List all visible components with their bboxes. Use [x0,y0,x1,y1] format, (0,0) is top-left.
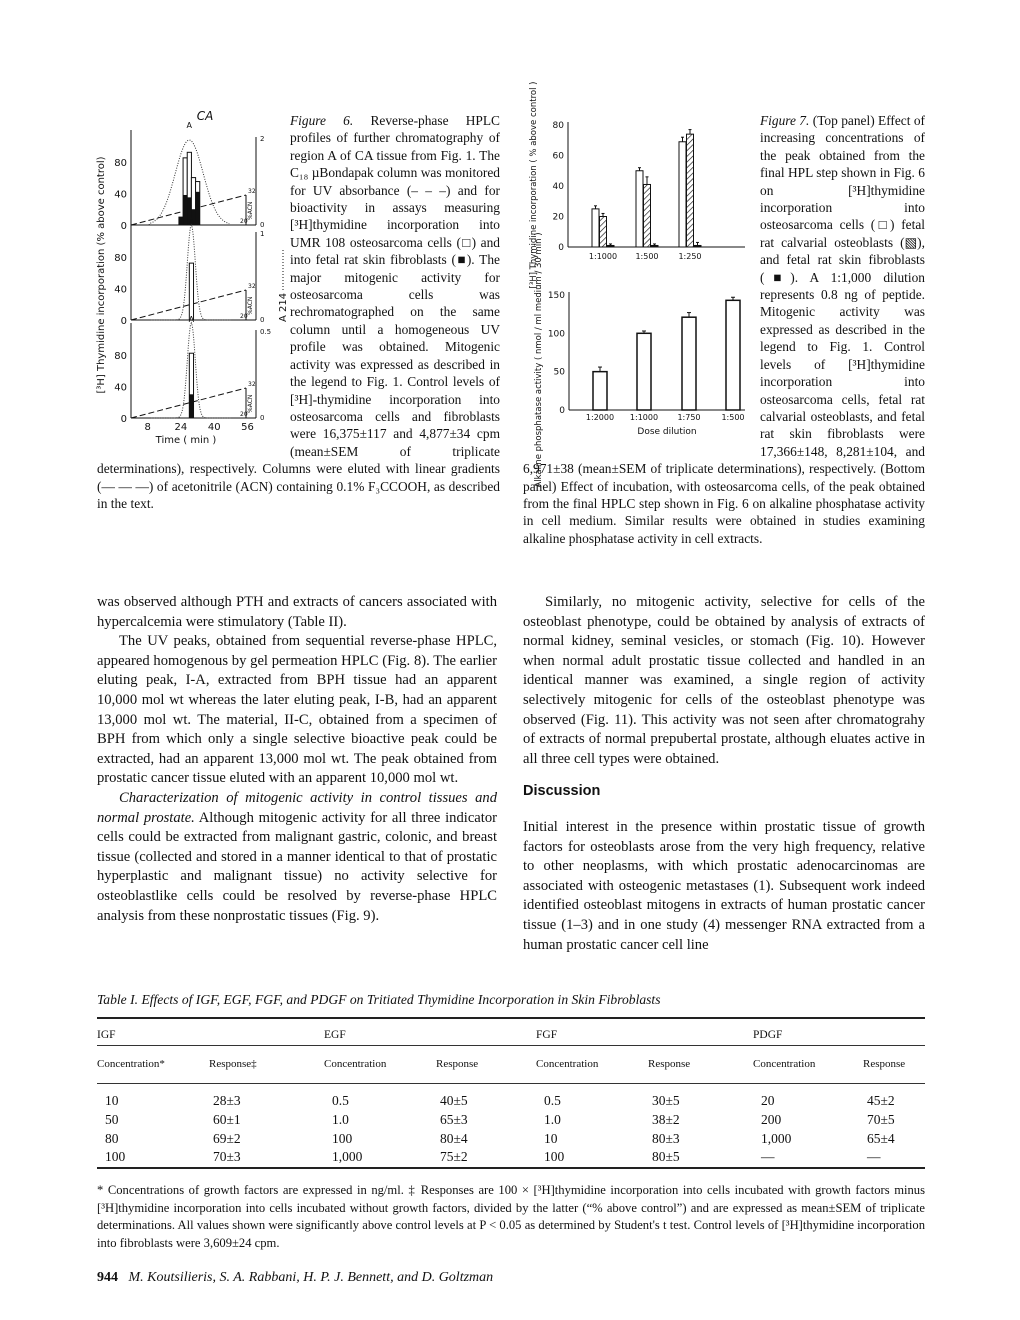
x-tick-label: 1:1000 [629,413,659,422]
table-cell: 38±2 [652,1112,680,1128]
y-axis-label: Alkaline phosphatase activity ( nmol / ml medium / 30 min ) [534,232,544,488]
page-number: 944 [97,1270,118,1285]
a214-zero-label: 0 [260,414,265,422]
column-header: Concentration [536,1045,648,1083]
a214-zero-label: 0 [260,221,265,229]
peak-label: A [188,217,195,226]
y-tick-label: 20 [552,212,564,223]
column-header: Concentration* [97,1045,209,1083]
table-cell: 30±5 [652,1093,680,1109]
y-tick-label: 60 [552,151,564,162]
table-cell: 10 [105,1093,119,1109]
x-tick-label: 1:250 [678,252,702,261]
peak-label: A [188,315,195,324]
table-cell: 10 [544,1130,558,1146]
y-tick-label: 0 [120,316,127,327]
figure6-label: Figure 6. [290,113,354,128]
table-cell: — [867,1149,881,1165]
table-cell: 100 [105,1149,126,1165]
y-tick-label: 150 [547,290,565,301]
y-tick-label: 100 [547,329,565,340]
acn-max-label: 32 [248,283,256,290]
y-tick-label: 80 [114,252,127,264]
table-row [97,1111,925,1130]
acn-axis-label: %ACN [247,201,254,220]
y-tick-label: 80 [114,350,127,362]
y-axis-label: [³H] Thymidine incorporation (% above control) [96,156,107,394]
column-header: Concentration [753,1045,863,1083]
acn-min-label: 20 [240,218,248,225]
right-column-text [523,593,925,769]
column-header: Concentration [324,1045,436,1083]
table-cell: 28±3 [213,1093,241,1109]
y-tick-label: 0 [558,243,564,253]
acn-min-label: 20 [240,313,248,320]
paragraph: was observed although PTH and extracts of cancers associated with hypercalcemia were stimulatory (Table II). [97,594,497,630]
paragraph-text: Although mitogenic activity for all three indicator cells could be extracted from malignant gastric, colonic, and breast tissue (collected and stored in a manner identical to that of prostatic hyperplastic and malignant tissue) no activity selective for osteoblastlike cells could be resolved by reverse-phase HPLC analysis from these nonprostatic tissues (Fig. 9). [97,809,498,924]
table-row [97,1083,925,1111]
y-tick-label: 80 [114,157,127,169]
table-cell: 1,000 [761,1130,792,1146]
y-tick-label: 80 [552,121,564,131]
x-tick-label: 24 [174,422,188,433]
peak-label: A [186,121,192,130]
table-cell: 69±2 [213,1130,241,1146]
authors: M. Koutsilieris, S. A. Rabbani, H. P. J. Bennett, and D. Goltzman [128,1270,494,1285]
x-axis-label: Dose dilution [637,427,697,437]
figure6-caption-text: Reverse-phase HPLC profiles of further chromatography of region A of CA tissue from Fig. 1. The C₁₈ µBondapak column was monitored for UV absorbance (– – –) and for bioactivity in assays measuring [³H]thymidine incorporation into UMR 108 osteosarcoma cells (□) and into fetal rat skin fibroblasts (■). The major mitogenic activity for osteosarcoma cells was rechromatographed on the same column until a homogeneous UV profile was obtained. Mitogenic activity was expressed as described in the legend to Fig. 1. Control levels of [³H]-thymidine incorporation into osteosarcoma cells and fibroblasts were 16,375±117 and 4,877±34 cpm (mean±SEM of triplicate determinations), respectively. Columns were eluted with linear gradients (— — —) of acetonitrile (ACN) containing 0.1% F₃CCOOH, as described in the text. [97,113,500,511]
x-tick-label: 1:500 [721,413,745,422]
table-cell: 1.0 [332,1112,349,1128]
acn-axis-label: %ACN [247,394,254,413]
x-tick-label: 40 [207,422,221,433]
table-cell: 200 [761,1112,782,1128]
group-fgf: FGF [536,1029,558,1042]
table-row [97,1130,925,1149]
acn-axis-label: %ACN [247,296,254,315]
paragraph: Similarly, no mitogenic activity, selective for cells of the osteoblast phenotype, could be obtained by analysis of extracts of normal kidney, seminal vesicles, or stomach (Fig. 10). However when normal adult prostatic tissue collected and handled in an identical manner was examined, a single region of activity selectively mitogenic for cells of the osteoblast phenotype was observed (Fig. 11). This activity was not seen after chromatograhy of extracts of normal prepubertal prostate, although eluates active in all three cell types were obtained. [523,594,925,767]
table-cell: 65±3 [440,1112,468,1128]
page-footer [97,1270,493,1286]
table-cell: 100 [332,1130,353,1146]
x-axis-label: Time ( min ) [155,435,217,446]
subheading: Characterization of mitogenic activity in control tissues and normal prostate. [97,789,497,826]
table-cell: 70±3 [213,1149,241,1165]
x-tick-label: 1:1000 [588,252,618,261]
table-cell: 50 [105,1112,119,1128]
x-tick-label: 1:750 [677,413,701,422]
y-tick-label: 0 [120,221,127,232]
table-cell: 1.0 [544,1112,561,1128]
table-cell: 40±5 [440,1093,468,1109]
discussion-heading: Discussion [523,783,601,799]
column-header: Response [863,1045,925,1083]
table-cell: 60±1 [213,1112,241,1128]
table1 [97,1018,925,1167]
y-tick-label: 0 [559,406,565,416]
left-column-text [97,593,497,926]
x-tick-label: 1:2000 [585,413,615,422]
table-cell: 80 [105,1130,119,1146]
column-header: Response [648,1045,753,1083]
paragraph [97,789,497,926]
acn-max-label: 32 [248,188,256,195]
table-cell: 80±5 [652,1149,680,1165]
group-pdgf: PDGF [753,1029,783,1042]
column-header: Response [436,1045,536,1083]
x-tick-label: 56 [241,422,254,433]
figure7-caption-text: (Top panel) Effect of increasing concentrations of the peak obtained from the final HPL step shown in Fig. 6 on [³H]thymidine incorporation into osteosarcoma cells (□) fetal rat calvarial osteoblasts (▧), and fetal rat skin fibroblasts (■). A 1:1,000 dilution represents 0.8 ng of peptide. Mitogenic activity was expressed as described in the legend to Fig. 1. Control levels of [³H]thymidine incorporation into osteosarcoma cells, fetal rat calvarial osteoblasts, and fetal rat skin fibroblasts were 17,366±148, 8,281±104, and 6,971±38 (mean±SEM of triplicate determinations), respectively. (Bottom panel) Effect of incubation, with osteosarcoma cells, of the peak obtained from the final HPLC step shown in Fig. 6 on alkaline phosphatase activity in cell medium. Similar results were obtained in studies examining alkaline phosphatase activity in cell extracts. [523,113,925,546]
a214-max-label: 2 [260,135,265,143]
table-cell: 20 [761,1093,775,1109]
table-cell: 80±4 [440,1130,468,1146]
y-tick-label: 50 [553,367,565,378]
y-tick-label: 40 [552,182,564,192]
discussion-text [523,818,925,955]
a214-zero-label: 0 [260,316,265,324]
a214-axis-label: A 214 [278,292,289,322]
table-title: Table I. Effects of IGF, EGF, FGF, and PDGF on Tritiated Thymidine Incorporation in Skin Fibroblasts [97,992,661,1007]
table-cell: 0.5 [332,1093,349,1109]
group-egf: EGF [324,1029,346,1042]
table-cell: 65±4 [867,1130,895,1146]
chart-title: CA [196,109,214,123]
table-cell: — [761,1149,775,1165]
table-footnote: * Concentrations of growth factors are expressed in ng/ml. ‡ Responses are 100 × [³H]thymidine incorporation into cells incubated with growth factors minus [³H]thymidine incorporation into cells incubated without growth factors, divided by the latter (“% above control”) and are expressed as mean±SEM of triplicate determinations. All values shown were significantly above control levels at P < 0.05 as determined by Student's t test. Control levels of [³H]thymidine incorporation into fibroblasts were 3,609±24 cpm. [97,1183,925,1250]
table-rule [97,1167,925,1169]
paragraph: The UV peaks, obtained from sequential reverse-phase HPLC, appeared homogenous by gel permeation HPLC (Fig. 8). The earlier eluting peak, I-A, extracted from BPH tissue had an apparent 10,000 mol wt whereas the later eluting peak, I-B, had an apparent 13,000 mol wt. The material, II-C, obtained from a specimen of BPH from which only a single selective bioactive peak could be extracted, had an apparent 13,000 mol wt. The peak obtained from prostatic cancer tissue eluted with an apparent 10,000 mol wt. [97,633,497,787]
table-cell: 45±2 [867,1093,895,1109]
a214-max-label: 0.5 [260,328,272,336]
y-tick-label: 40 [114,189,127,201]
figure7-caption [523,112,925,547]
table-cell: 80±3 [652,1130,680,1146]
acn-min-label: 20 [240,411,248,418]
acn-max-label: 32 [248,381,256,388]
x-tick-label: 8 [144,422,151,433]
y-tick-label: 40 [114,382,127,394]
figure7-label: Figure 7. [760,113,810,128]
y-tick-label: 0 [120,414,127,425]
group-igf: IGF [97,1029,116,1042]
table-cell: 1,000 [332,1149,363,1165]
figure6-caption [97,112,500,512]
paragraph: Initial interest in the presence within prostatic tissue of growth factors for osteoblasts arose from the very high frequency, relative to other neoplasms, with which prostatic adenocarcinomas are associated with osteogenic metastases (1). Subsequent work indeed identified osteoblast mitogens in extracts of human prostatic cancer tissue (1–3) and in one study (4) messenger RNA extracted from a human prostatic cancer cell line [523,819,925,953]
y-tick-label: 40 [114,284,127,296]
table-cell: 0.5 [544,1093,561,1109]
y-axis-label: [³H] Thymidine incorporation ( % above control ) [529,81,539,289]
table-cell: 100 [544,1149,565,1165]
a214-max-label: 1 [260,230,265,238]
x-tick-label: 1:500 [635,252,659,261]
column-header: Response‡ [209,1045,324,1083]
table-cell: 75±2 [440,1149,468,1165]
table-cell: 70±5 [867,1112,895,1128]
table-row [97,1148,925,1167]
